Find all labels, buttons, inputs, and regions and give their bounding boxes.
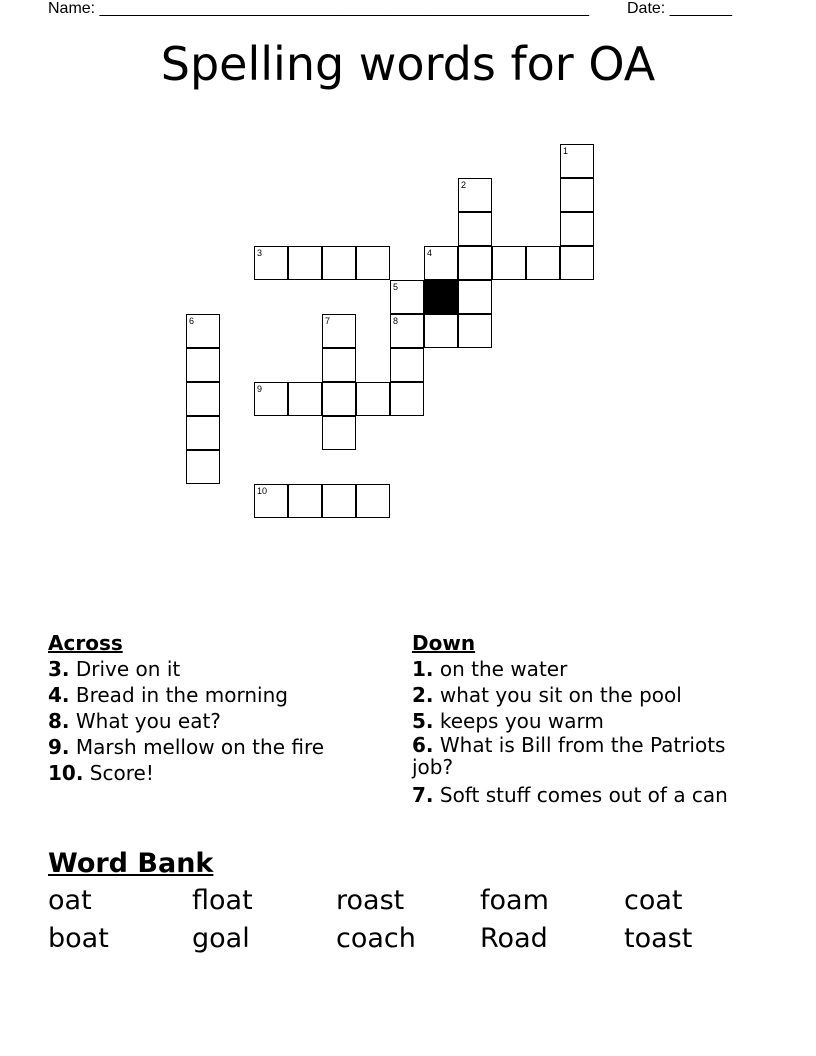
word-bank-word: foam <box>480 885 549 916</box>
across-heading: Across <box>48 631 123 655</box>
crossword-cell[interactable] <box>458 212 492 246</box>
crossword-cell[interactable] <box>560 246 594 280</box>
clue-number: 1. <box>412 657 434 681</box>
word-bank-word: float <box>192 885 253 916</box>
down-clues <box>412 630 762 808</box>
crossword-cell[interactable] <box>186 416 220 450</box>
crossword-cell[interactable] <box>458 246 492 280</box>
clue-number-label: 1 <box>563 146 569 156</box>
word-bank <box>48 846 768 958</box>
clue-number-label: 2 <box>461 180 467 190</box>
word-bank-list <box>48 882 768 958</box>
crossword-cell[interactable] <box>186 382 220 416</box>
crossword-cell[interactable] <box>458 314 492 348</box>
clue-number-label: 4 <box>427 248 433 258</box>
clue-across-9 <box>48 734 378 760</box>
clue-number: 2. <box>412 683 434 707</box>
clue-down-7 <box>412 782 762 808</box>
clue-text: keeps you warm <box>439 709 604 733</box>
name-field-label[interactable]: Name: _______________________________________________________ <box>48 0 589 17</box>
crossword-cell[interactable] <box>356 484 390 518</box>
clue-number-label: 10 <box>257 486 268 496</box>
crossword-cell[interactable] <box>526 246 560 280</box>
crossword-cell[interactable] <box>322 348 356 382</box>
clue-number: 3. <box>48 657 70 681</box>
crossword-cell[interactable] <box>186 348 220 382</box>
clue-across-4 <box>48 682 378 708</box>
crossword-cell[interactable] <box>288 246 322 280</box>
crossword-cell[interactable] <box>390 348 424 382</box>
crossword-cell[interactable] <box>424 246 458 280</box>
clue-down-5 <box>412 708 762 734</box>
clue-text: Bread in the morning <box>75 683 288 707</box>
clue-number-label: 7 <box>325 316 331 326</box>
word-bank-word: goal <box>192 923 250 954</box>
crossword-cell[interactable] <box>254 382 288 416</box>
clue-number: 5. <box>412 709 434 733</box>
crossword-cell[interactable] <box>492 246 526 280</box>
crossword-cell[interactable] <box>288 484 322 518</box>
clue-text: Marsh mellow on the fire <box>75 735 325 759</box>
clue-number: 6. <box>412 733 434 757</box>
clue-number-label: 6 <box>189 316 195 326</box>
crossword-cell[interactable] <box>356 382 390 416</box>
crossword-cell[interactable] <box>322 314 356 348</box>
crossword-cell[interactable] <box>560 178 594 212</box>
crossword-cell[interactable] <box>390 382 424 416</box>
clue-down-1 <box>412 656 762 682</box>
word-bank-word: coat <box>624 885 683 916</box>
crossword-cell[interactable] <box>186 314 220 348</box>
clue-number: 8. <box>48 709 70 733</box>
clue-number-label: 9 <box>257 384 263 394</box>
clue-number: 9. <box>48 735 70 759</box>
clue-number-label: 3 <box>257 248 263 258</box>
clue-down-6 <box>412 734 762 778</box>
crossword-cell[interactable] <box>356 246 390 280</box>
word-bank-word: roast <box>336 885 405 916</box>
crossword-cell[interactable] <box>322 416 356 450</box>
crossword-block <box>424 280 458 314</box>
clue-number: 4. <box>48 683 70 707</box>
crossword-cell[interactable] <box>424 314 458 348</box>
clue-across-3 <box>48 656 378 682</box>
across-clues <box>48 630 378 786</box>
crossword-cell[interactable] <box>560 144 594 178</box>
crossword-cell[interactable] <box>186 450 220 484</box>
word-bank-word: Road <box>480 923 548 954</box>
down-heading: Down <box>412 631 476 655</box>
clue-number-label: 8 <box>393 316 399 326</box>
clue-number: 10. <box>48 761 84 785</box>
clue-text: Soft stuff comes out of a can <box>439 783 728 807</box>
crossword-cell[interactable] <box>390 280 424 314</box>
crossword-cell[interactable] <box>322 382 356 416</box>
word-bank-heading: Word Bank <box>48 848 214 879</box>
crossword-cell[interactable] <box>254 484 288 518</box>
clue-text: Score! <box>89 761 154 785</box>
clue-text: what you sit on the pool <box>439 683 682 707</box>
clue-text: Drive on it <box>75 657 181 681</box>
crossword-cell[interactable] <box>560 212 594 246</box>
clue-number-label: 5 <box>393 282 399 292</box>
clue-text: on the water <box>439 657 568 681</box>
word-bank-word: oat <box>48 885 92 916</box>
page-title: Spelling words for OA <box>160 37 656 91</box>
crossword-cell[interactable] <box>254 246 288 280</box>
crossword-cell[interactable] <box>458 178 492 212</box>
clue-across-10 <box>48 760 378 786</box>
date-field-label[interactable]: Date: _______ <box>627 0 732 17</box>
word-bank-word: boat <box>48 923 109 954</box>
crossword-cell[interactable] <box>322 484 356 518</box>
clue-text: What you eat? <box>75 709 221 733</box>
crossword-cell[interactable] <box>288 382 322 416</box>
clue-across-8 <box>48 708 378 734</box>
clue-number: 7. <box>412 783 434 807</box>
clue-down-2 <box>412 682 762 708</box>
clue-text: What is Bill from the Patriots job? <box>412 733 726 779</box>
word-bank-word: toast <box>624 923 693 954</box>
word-bank-word: coach <box>336 923 416 954</box>
crossword-cell[interactable] <box>390 314 424 348</box>
crossword-cell[interactable] <box>322 246 356 280</box>
crossword-cell[interactable] <box>458 280 492 314</box>
